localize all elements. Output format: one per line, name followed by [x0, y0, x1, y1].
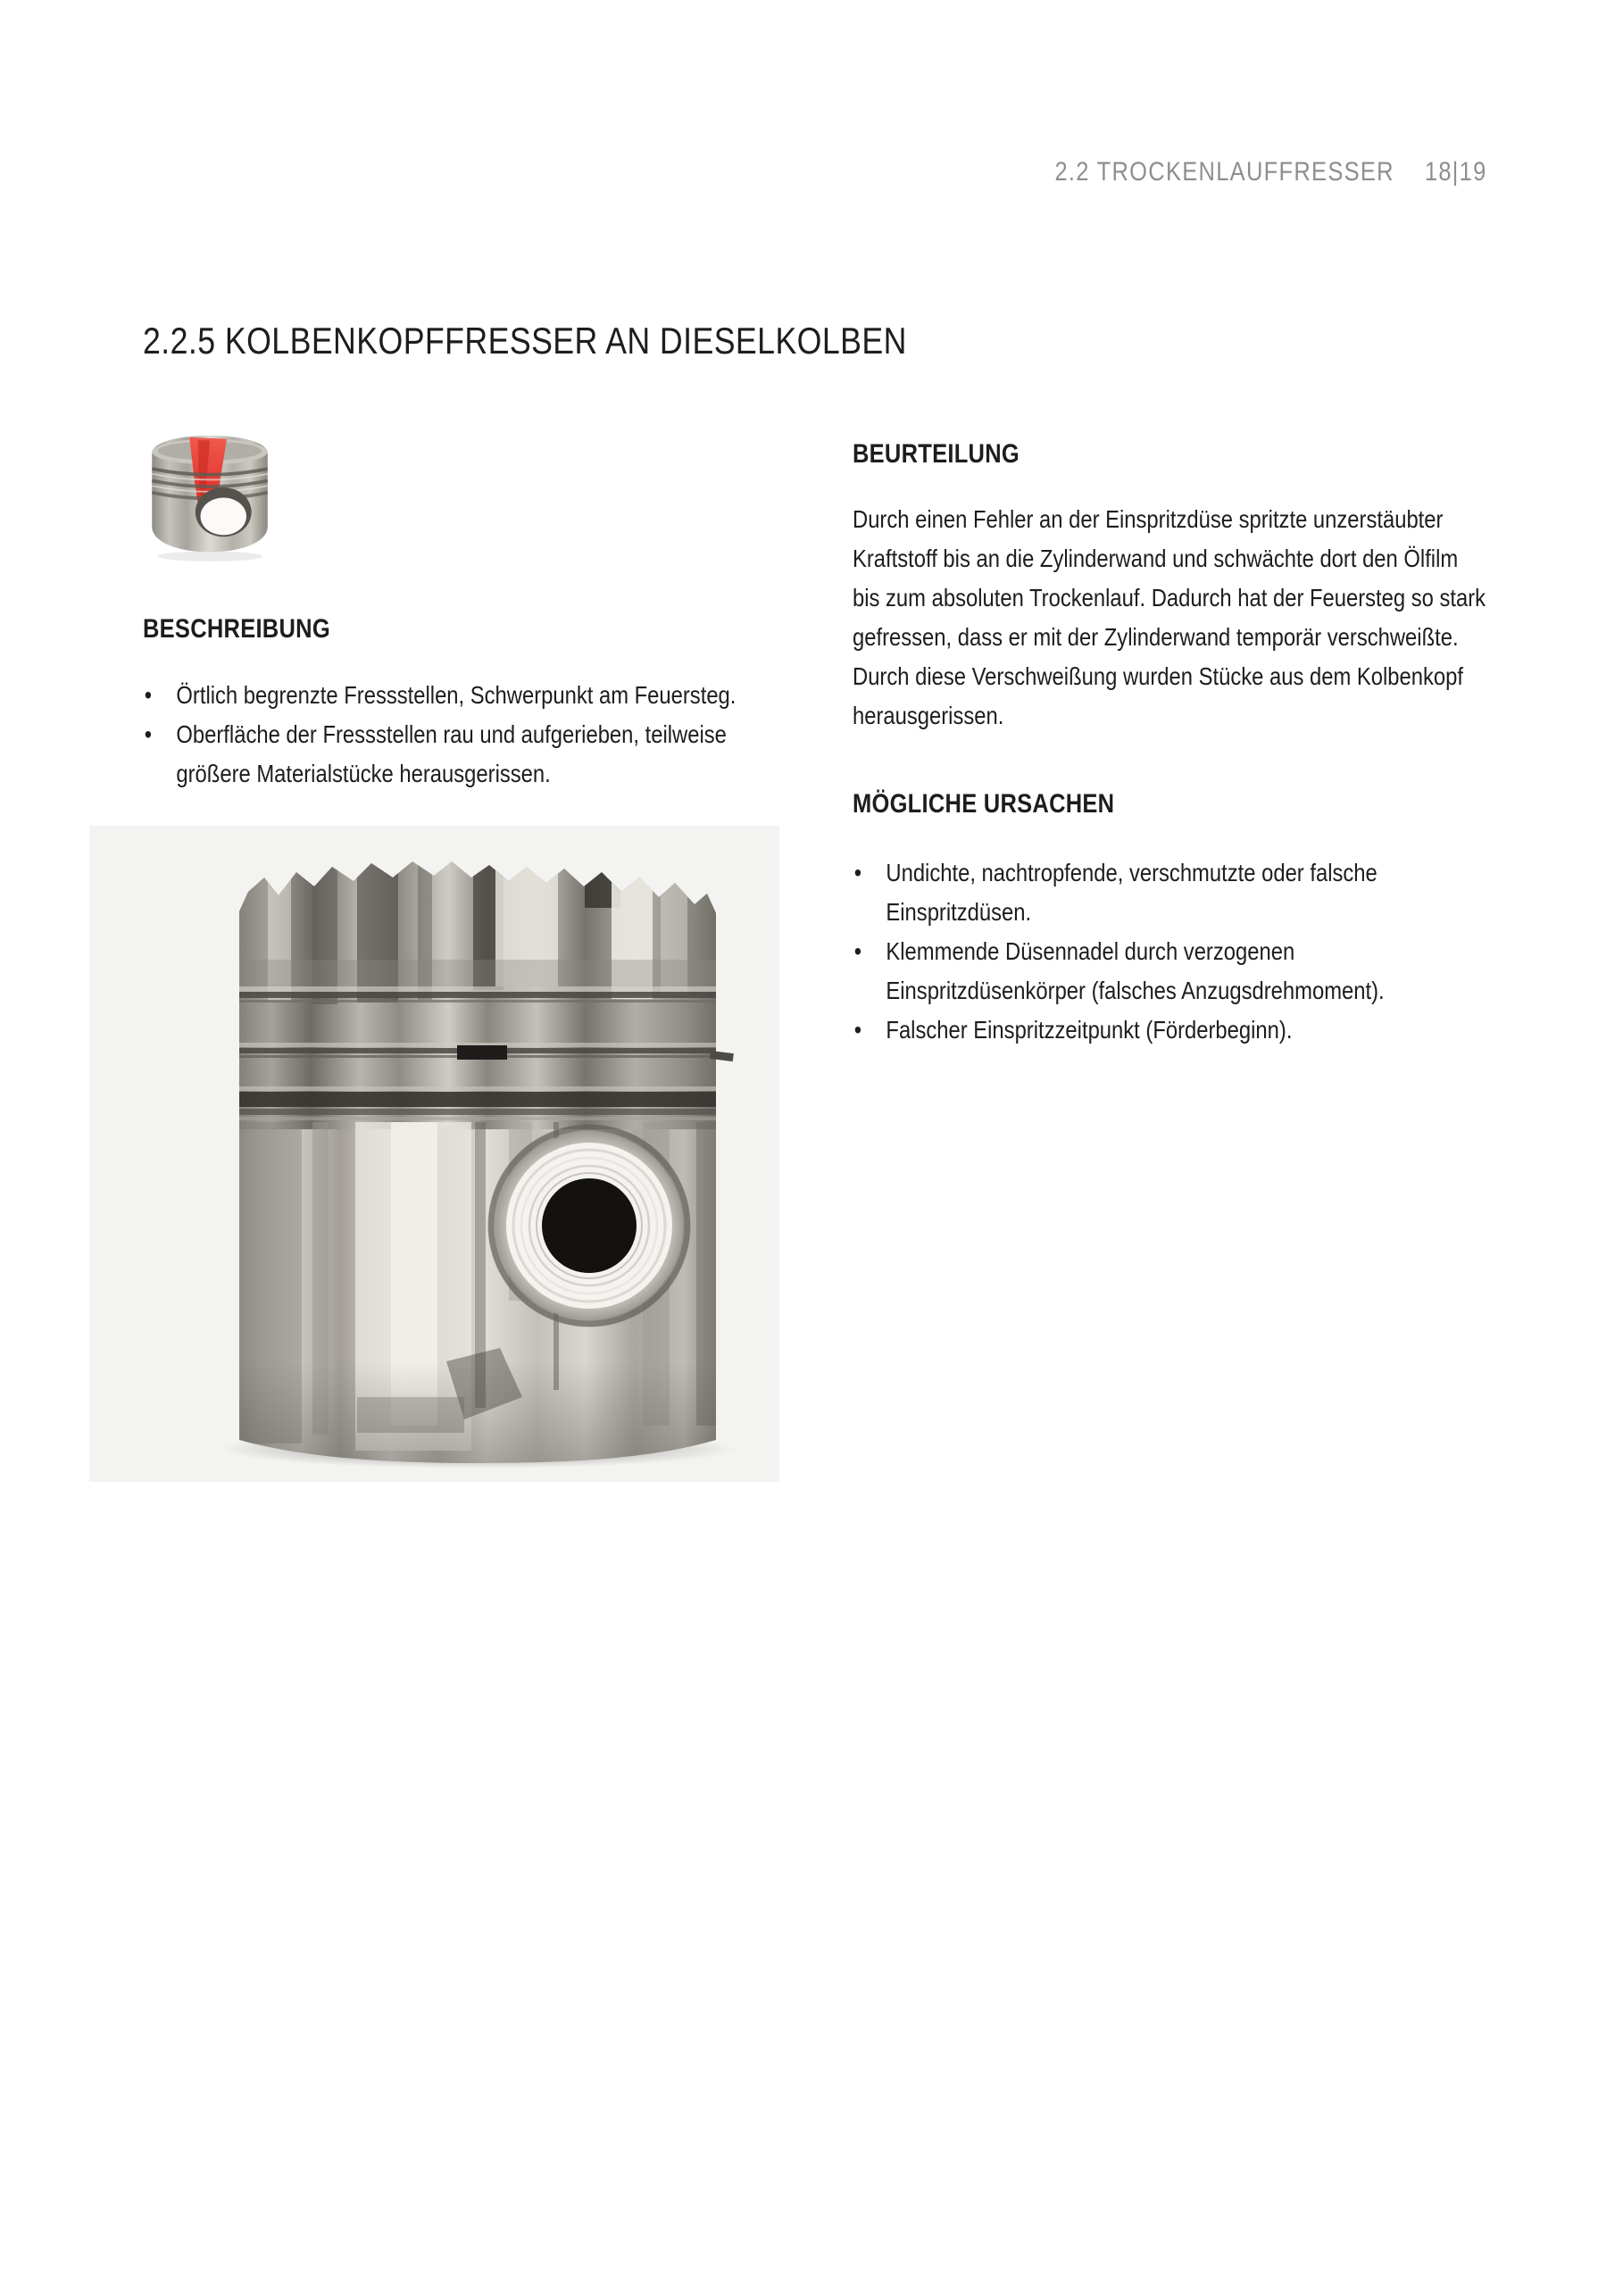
beurteilung-heading: BEURTEILUNG: [853, 439, 1020, 469]
ursachen-heading: MÖGLICHE URSACHEN: [853, 789, 1115, 819]
damaged-piston-photo-figure: [89, 826, 779, 1482]
beschreibung-bullet: • Örtlich begrenzte Fressstellen, Schwerpunkt am Feuersteg.: [143, 676, 750, 715]
beurteilung-text: Durch einen Fehler an der Einspritzdüse spritzte unzerstäubter Kraftstoff bis an die Zylinderwand und schwächte dort den Ölfilm bis zum absoluten Trockenlauf. Dadurch hat der Feuersteg so stark gefressen, dass er mit der Zylinderwand temporär verschweißte. Durch diese Verschweißung wurden Stücke aus dem Kolbenkopf herausgerissen.: [853, 505, 1486, 729]
damaged-piston-photo: [89, 826, 779, 1482]
beschreibung-bullet: • Oberfläche der Fressstellen rau und aufgerieben, teilweise größere Materialstücke herausgerissen.: [143, 715, 750, 794]
piston-damage-icon: [138, 430, 281, 564]
page-title: 2.2.5 KOLBENKOPFFRESSER AN DIESELKOLBEN: [143, 320, 907, 362]
running-head-section: 2.2 TROCKENLAUFFRESSER: [1054, 157, 1395, 187]
running-head-page-numbers: 18|19: [1425, 157, 1487, 187]
ursachen-bullet: • Klemmende Düsennadel durch verzogenen Einspritzdüsenkörper (falsches Anzugsdrehmoment).: [853, 932, 1429, 1011]
beschreibung-heading: BESCHREIBUNG: [143, 614, 330, 644]
beschreibung-list: [143, 676, 750, 794]
ursachen-bullet: • Undichte, nachtropfende, verschmutzte oder falsche Einspritzdüsen.: [853, 853, 1429, 932]
ursachen-bullet: • Falscher Einspritzzeitpunkt (Förderbeginn).: [853, 1011, 1429, 1050]
piston-damage-figure: [138, 430, 281, 564]
running-head: [1055, 157, 1487, 187]
ursachen-list: [853, 853, 1429, 1050]
